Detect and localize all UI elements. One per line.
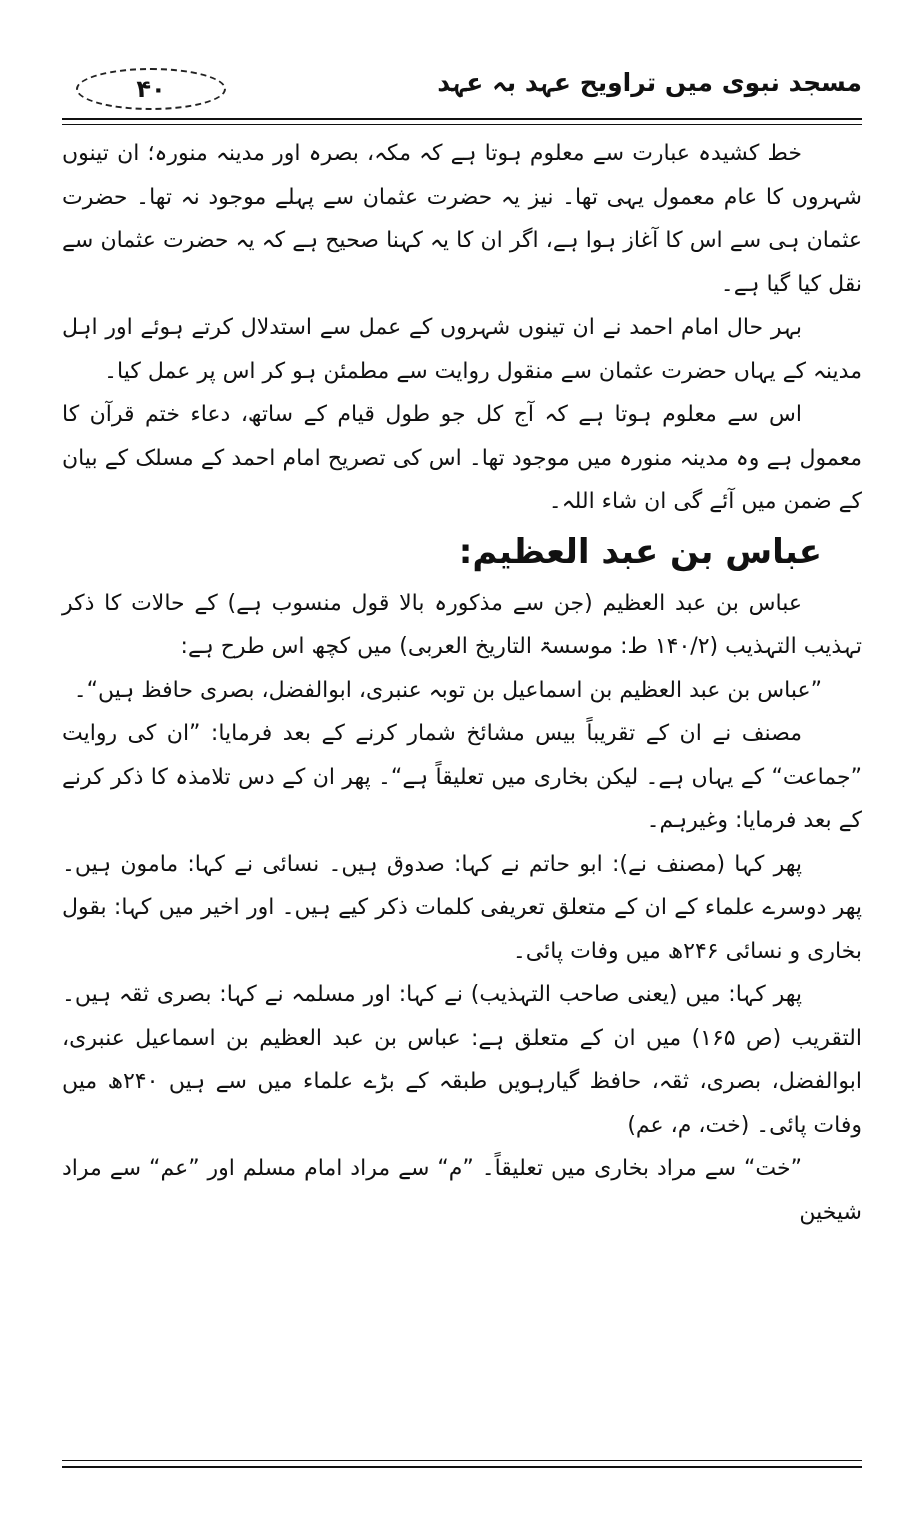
running-title: مسجد نبوی میں تراویح عہد بہ عہد: [437, 68, 862, 97]
paragraph-3: اس سے معلوم ہوتا ہے کہ آج کل جو طول قیام کے ساتھ، دعاء ختم قرآن کا معمول ہے وہ مدینہ منورہ میں موجود تھا۔ اس کی تصریح امام احمد کے مسلک کے بیان کے ضمن میں آئے گی ان شاء اللہ۔: [62, 402, 862, 514]
paragraph-1: خط کشیدہ عبارت سے معلوم ہوتا ہے کہ مکہ، بصرہ اور مدینہ منورہ؛ ان تینوں شہروں کا عام معمول یہی تھا۔ نیز یہ حضرت عثمان سے پہلے موجود نہ تھا۔ حضرت عثمان ہی سے اس کا آغاز ہوا ہے، اگر ان کا یہ کہنا صحیح ہے کہ یہ حضرت عثمان سے نقل کیا گیا ہے۔: [62, 141, 862, 297]
page-header: [62, 62, 862, 124]
page-number-ornament: [76, 68, 226, 110]
page-number: ۴۰: [136, 75, 166, 103]
paragraph-6: مصنف نے ان کے تقریباً بیس مشائخ شمار کرنے کے بعد فرمایا: ”ان کی روایت ”جماعت“ کے یہاں ہے۔ لیکن بخاری میں تعلیقاً ہے“۔ پھر ان کے دس تلامذہ کا ذکر کرنے کے بعد فرمایا: وغیرہم۔: [62, 721, 862, 833]
header-rule: [62, 118, 862, 120]
quote-paragraph: ”عباس بن عبد العظیم بن اسماعیل بن توبہ عنبری، ابوالفضل، بصری حافظ ہیں“۔: [73, 677, 822, 703]
footer-rule: [62, 1466, 862, 1468]
paragraph-7: پھر کہا (مصنف نے): ابو حاتم نے کہا: صدوق ہیں۔ نسائی نے کہا: مامون ہیں۔ پھر دوسرے علماء کے ان کے متعلق تعریفی کلمات ذکر کیے ہیں۔ اور اخیر میں کہا: بقول بخاری و نسائی ۲۴۶ھ میں وفات پائی۔: [62, 851, 862, 964]
footnote-line: ”خت“ سے مراد بخاری میں تعلیقاً۔ ”م“ سے مراد امام مسلم اور ”عم“ سے مراد شیخین: [62, 1156, 862, 1225]
footer-rule-thin: [62, 1460, 862, 1461]
paragraph-2: بہر حال امام احمد نے ان تینوں شہروں کے عمل سے استدلال کرتے ہوئے اور اہل مدینہ کے یہاں حضرت عثمان سے منقول روایت سے مطمئن ہو کر اس پر عمل کیا۔: [62, 315, 862, 384]
section-heading: عباس بن عبد العظیم:: [458, 531, 822, 572]
page-body: [62, 132, 862, 1452]
paragraph-8: پھر کہا: میں (یعنی صاحب التہذیب) نے کہا: اور مسلمہ نے کہا: بصری ثقہ ہیں۔ التقریب (ص ۱۶۵) میں ان کے متعلق ہے: عباس بن عبد العظیم بن اسماعیل عنبری، ابوالفضل، بصری، ثقہ، حافظ گیارہویں طبقہ کے بڑے علماء میں سے ہیں ۲۴۰ھ میں وفات پائی۔ (خت، م، عم): [62, 982, 862, 1138]
header-rule-thin: [62, 124, 862, 125]
paragraph-4: عباس بن عبد العظیم (جن سے مذکورہ بالا قول منسوب ہے) کے حالات کا ذکر تہذیب التہذیب (۱۴۰/۲ ط: موسسۃ التاریخ العربی) میں کچھ اس طرح ہے:: [62, 590, 862, 659]
